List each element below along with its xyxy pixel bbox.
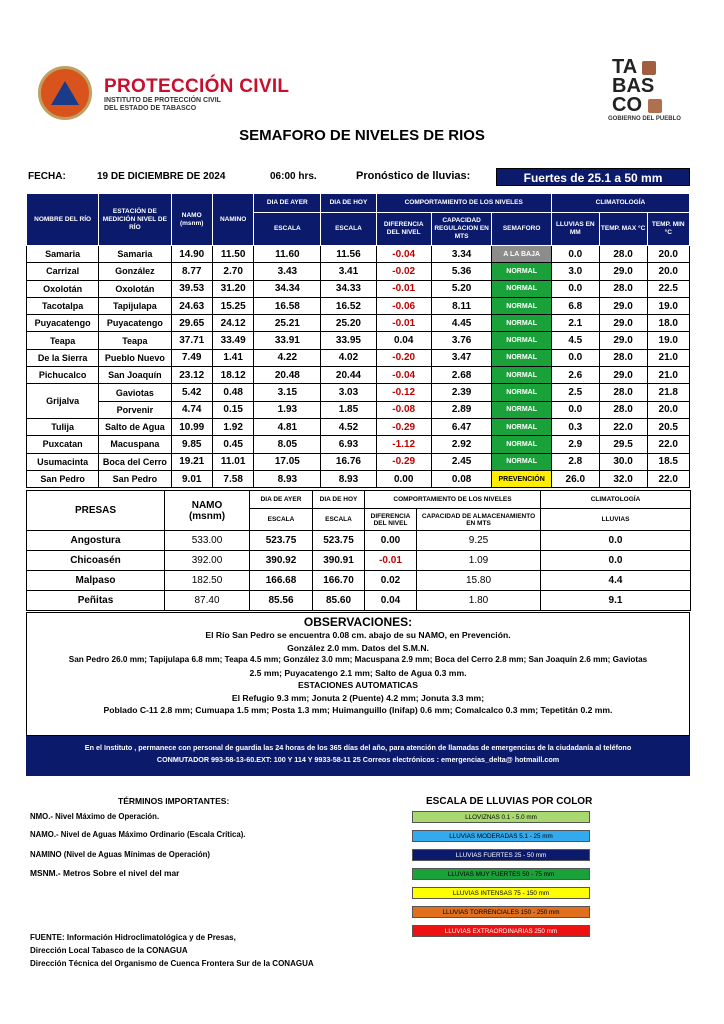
cell-namino: 33.49 — [212, 332, 253, 349]
presa-cell-nombre: Malpaso — [27, 571, 165, 591]
cell-tmax: 29.0 — [599, 263, 647, 280]
cell-rio: Teapa — [27, 332, 99, 349]
cell-lluv: 0.3 — [551, 418, 599, 435]
cell-ayer: 17.05 — [254, 453, 321, 470]
table-row — [27, 349, 690, 366]
cell-sem: NORMAL — [492, 453, 552, 470]
th-dia-ayer: DIA DE AYER — [254, 194, 321, 213]
cell-tmin: 22.0 — [647, 436, 690, 453]
cell-sem: PREVENCIÓN — [492, 470, 552, 487]
obs-line: ESTACIONES AUTOMATICAS — [298, 680, 418, 690]
termino-item: NMO.- Nivel Máximo de Operación. — [30, 812, 160, 821]
cell-dif: -0.01 — [376, 280, 431, 297]
obs-line: San Pedro 26.0 mm; Tapijulapa 6.8 mm; Teapa 4.5 mm; González 3.0 mm; Macuspana 2.9 mm; Boca del Cerro 2.8 mm; San Joaquín 2.6 mm; Gaviotas — [68, 655, 648, 664]
cell-sem: NORMAL — [492, 332, 552, 349]
th-namino: NAMINO — [212, 194, 253, 246]
cell-cap: 5.20 — [431, 280, 492, 297]
th-dia-hoy: DIA DE HOY — [321, 194, 376, 213]
cell-cap: 0.08 — [431, 470, 492, 487]
cell-est: González — [99, 263, 171, 280]
terminos-title: TÉRMINOS IMPORTANTES: — [118, 796, 230, 806]
cell-est: Samaria — [99, 246, 171, 263]
cell-tmin: 20.0 — [647, 401, 690, 418]
tabasco-logo: TA BAS CO — [612, 58, 662, 115]
contact-line: En el Instituto , permanece con personal de guardia las 24 horas de los 365 días del año, para atención de llamadas de emergencias de la ciudadanía al teléfono — [84, 743, 632, 752]
cell-est: Porvenir — [99, 401, 171, 418]
presas-table — [26, 490, 691, 611]
cell-hoy: 34.33 — [321, 280, 376, 297]
cell-dif: -0.06 — [376, 297, 431, 314]
cell-hoy: 20.44 — [321, 367, 376, 384]
th-escala-ayer: ESCALA — [254, 213, 321, 246]
tabasco-badge-icon — [642, 61, 656, 75]
cell-namo: 23.12 — [171, 367, 212, 384]
cell-ayer: 16.58 — [254, 297, 321, 314]
th-presas-escala-hoy: ESCALA — [313, 509, 365, 531]
table-row — [27, 384, 690, 401]
cell-dif: 0.00 — [376, 470, 431, 487]
cell-rio: San Pedro — [27, 470, 99, 487]
cell-lluv: 0.0 — [551, 349, 599, 366]
cell-dif: 0.04 — [376, 332, 431, 349]
cell-hoy: 8.93 — [321, 470, 376, 487]
cell-ayer: 11.60 — [254, 246, 321, 263]
cell-namo: 10.99 — [171, 418, 212, 435]
cell-hoy: 4.02 — [321, 349, 376, 366]
th-namo: NAMO (msnm) — [171, 194, 212, 246]
cell-cap: 5.36 — [431, 263, 492, 280]
cell-namino: 11.01 — [212, 453, 253, 470]
presa-cell-ayer: 523.75 — [250, 531, 313, 551]
cell-rio: Pichucalco — [27, 367, 99, 384]
cell-rio: Oxolotán — [27, 280, 99, 297]
termino-item: NAMO.- Nivel de Aguas Máximo Ordinario (Escala Crítica). — [30, 830, 246, 839]
cell-hoy: 25.20 — [321, 315, 376, 332]
cell-dif: -0.08 — [376, 401, 431, 418]
cell-rio: Carrizal — [27, 263, 99, 280]
cell-tmax: 29.0 — [599, 367, 647, 384]
cell-sem: NORMAL — [492, 349, 552, 366]
presa-cell-lluv: 0.0 — [541, 551, 691, 571]
cell-namino: 15.25 — [212, 297, 253, 314]
cell-cap: 2.45 — [431, 453, 492, 470]
cell-namino: 1.92 — [212, 418, 253, 435]
cell-rio: Grijalva — [27, 384, 99, 419]
cell-sem: NORMAL — [492, 384, 552, 401]
fuente-line: Dirección Local Tabasco de la CONAGUA — [30, 946, 188, 955]
cell-sem: NORMAL — [492, 436, 552, 453]
cell-tmax: 29.0 — [599, 297, 647, 314]
th-presas-capacidad: CAPACIDAD DE ALMACENAMIENTO EN MTS — [417, 509, 541, 531]
cell-cap: 2.39 — [431, 384, 492, 401]
th-climatologia: CLIMATOLOGÍA — [551, 194, 689, 213]
th-presas-diferencia: DIFERENCIA DEL NIVEL — [365, 509, 417, 531]
cell-est: Puyacatengo — [99, 315, 171, 332]
presa-row — [27, 571, 691, 591]
cell-est: Boca del Cerro — [99, 453, 171, 470]
cell-tmin: 21.0 — [647, 349, 690, 366]
presa-cell-ayer: 390.92 — [250, 551, 313, 571]
cell-tmin: 20.0 — [647, 246, 690, 263]
tabasco-subtitle: GOBIERNO DEL PUEBLO — [608, 116, 681, 122]
th-presas: PRESAS — [27, 491, 165, 531]
cell-cap: 2.92 — [431, 436, 492, 453]
table-row — [27, 453, 690, 470]
cell-hoy: 33.95 — [321, 332, 376, 349]
cell-rio: Samaria — [27, 246, 99, 263]
obs-line: 2.5 mm; Puyacatengo 2.1 mm; Salto de Agua 0.3 mm. — [249, 667, 467, 678]
fecha-value: 19 DE DICIEMBRE DE 2024 — [97, 171, 226, 182]
cell-tmax: 32.0 — [599, 470, 647, 487]
presa-cell-namo: 182.50 — [165, 571, 250, 591]
cell-est: Macuspana — [99, 436, 171, 453]
presa-cell-dif: 0.04 — [365, 591, 417, 611]
cell-rio: Tulija — [27, 418, 99, 435]
cell-sem: NORMAL — [492, 297, 552, 314]
cell-namo: 24.63 — [171, 297, 212, 314]
presa-cell-dif: 0.02 — [365, 571, 417, 591]
cell-tmax: 28.0 — [599, 280, 647, 297]
cell-namo: 39.53 — [171, 280, 212, 297]
cell-sem: NORMAL — [492, 315, 552, 332]
cell-lluv: 0.0 — [551, 246, 599, 263]
cell-tmax: 28.0 — [599, 384, 647, 401]
cell-cap: 6.47 — [431, 418, 492, 435]
table-row — [27, 418, 690, 435]
table-row — [27, 280, 690, 297]
cell-tmin: 21.8 — [647, 384, 690, 401]
rios-table — [26, 193, 690, 488]
pronostico-value: Fuertes de 25.1 a 50 mm — [496, 168, 690, 186]
contact-line: CONMUTADOR 993-58-13-60.EXT: 100 Y 114 Y 9933-58-11 25 Correos electrónicos : emergencias_delta@ hotmaill.com — [156, 755, 560, 764]
cell-tmin: 19.0 — [647, 332, 690, 349]
cell-cap: 3.76 — [431, 332, 492, 349]
cell-lluv: 26.0 — [551, 470, 599, 487]
cell-sem: NORMAL — [492, 280, 552, 297]
th-presas-ayer: DIA DE AYER — [250, 491, 313, 509]
cell-lluv: 2.5 — [551, 384, 599, 401]
cell-namo: 9.01 — [171, 470, 212, 487]
cell-namino: 0.45 — [212, 436, 253, 453]
presa-cell-ayer: 85.56 — [250, 591, 313, 611]
th-tmin: TEMP. MIN °C — [647, 213, 690, 246]
presa-cell-ayer: 166.68 — [250, 571, 313, 591]
cell-namino: 18.12 — [212, 367, 253, 384]
cell-tmax: 29.0 — [599, 315, 647, 332]
cell-namo: 29.65 — [171, 315, 212, 332]
cell-namino: 7.58 — [212, 470, 253, 487]
cell-hoy: 3.03 — [321, 384, 376, 401]
presa-cell-cap: 9.25 — [417, 531, 541, 551]
cell-tmin: 22.5 — [647, 280, 690, 297]
cell-rio: Puxcatan — [27, 436, 99, 453]
th-comportamiento: COMPORTAMIENTO DE LOS NIVELES — [376, 194, 551, 213]
fecha-label: FECHA: — [28, 171, 66, 182]
th-tmax: TEMP. MAX °C — [599, 213, 647, 246]
presa-cell-hoy: 85.60 — [313, 591, 365, 611]
cell-rio: Tacotalpa — [27, 297, 99, 314]
cell-tmax: 28.0 — [599, 401, 647, 418]
cell-est: Pueblo Nuevo — [99, 349, 171, 366]
page-title: SEMAFORO DE NIVELES DE RIOS — [239, 127, 485, 144]
cell-lluv: 2.6 — [551, 367, 599, 384]
presa-cell-lluv: 4.4 — [541, 571, 691, 591]
cell-cap: 3.34 — [431, 246, 492, 263]
presa-row — [27, 591, 691, 611]
cell-namo: 19.21 — [171, 453, 212, 470]
cell-dif: -1.12 — [376, 436, 431, 453]
cell-namo: 8.77 — [171, 263, 212, 280]
cell-rio: Puyacatengo — [27, 315, 99, 332]
table-row — [27, 315, 690, 332]
cell-hoy: 1.85 — [321, 401, 376, 418]
org-title: PROTECCIÓN CIVIL — [104, 76, 290, 97]
observaciones-box — [26, 612, 690, 736]
presa-cell-lluv: 9.1 — [541, 591, 691, 611]
th-escala-hoy: ESCALA — [321, 213, 376, 246]
obs-line: Poblado C-11 2.8 mm; Cumuapa 1.5 mm; Posta 1.3 mm; Huimanguillo (Inifap) 0.6 mm; Comalcalco 0.3 mm; Tepetitán 0.2 mm. — [103, 705, 613, 715]
cell-cap: 8.11 — [431, 297, 492, 314]
proteccion-civil-logo — [38, 66, 92, 120]
escala-item: LLUVIAS FUERTES 25 - 50 mm — [412, 849, 590, 861]
triangle-icon — [51, 81, 79, 105]
table-row — [27, 246, 690, 263]
cell-ayer: 20.48 — [254, 367, 321, 384]
presa-cell-cap: 1.80 — [417, 591, 541, 611]
presa-cell-hoy: 523.75 — [313, 531, 365, 551]
cell-namo: 4.74 — [171, 401, 212, 418]
escala-item: LLUVIAS MODERADAS 5.1 - 25 mm — [412, 830, 590, 842]
cell-tmax: 29.0 — [599, 332, 647, 349]
cell-tmin: 19.0 — [647, 297, 690, 314]
cell-namo: 7.49 — [171, 349, 212, 366]
escala-item: LLUVIAS INTENSAS 75 - 150 mm — [412, 887, 590, 899]
escala-item: LLUVIAS EXTRAORDINARIAS 250 mm — [412, 925, 590, 937]
cell-namino: 31.20 — [212, 280, 253, 297]
th-presas-escala-ayer: ESCALA — [250, 509, 313, 531]
cell-namino: 2.70 — [212, 263, 253, 280]
cell-ayer: 25.21 — [254, 315, 321, 332]
cell-ayer: 3.15 — [254, 384, 321, 401]
cell-tmin: 18.0 — [647, 315, 690, 332]
escala-item: LLOVIZNAS 0.1 - 5.0 mm — [412, 811, 590, 823]
cell-tmin: 22.0 — [647, 470, 690, 487]
cell-cap: 2.68 — [431, 367, 492, 384]
cell-hoy: 6.93 — [321, 436, 376, 453]
presa-cell-cap: 15.80 — [417, 571, 541, 591]
org-subtitle: INSTITUTO DE PROTECCIÓN CIVIL DEL ESTADO DE TABASCO — [104, 97, 221, 112]
cell-lluv: 0.0 — [551, 280, 599, 297]
cell-hoy: 16.52 — [321, 297, 376, 314]
cell-est: Tapijulapa — [99, 297, 171, 314]
th-presas-hoy: DIA DE HOY — [313, 491, 365, 509]
cell-sem: A LA BAJA — [492, 246, 552, 263]
escala-title: ESCALA DE LLUVIAS POR COLOR — [426, 796, 593, 807]
cell-dif: -0.01 — [376, 315, 431, 332]
presa-cell-namo: 392.00 — [165, 551, 250, 571]
presa-cell-namo: 533.00 — [165, 531, 250, 551]
table-row — [27, 470, 690, 487]
cell-ayer: 8.05 — [254, 436, 321, 453]
cell-est: Teapa — [99, 332, 171, 349]
presa-cell-namo: 87.40 — [165, 591, 250, 611]
cell-dif: -0.02 — [376, 263, 431, 280]
cell-hoy: 11.56 — [321, 246, 376, 263]
cell-tmax: 28.0 — [599, 246, 647, 263]
fuente-line: FUENTE: Información Hidroclimatológica y de Presas, — [30, 933, 236, 942]
presa-cell-dif: 0.00 — [365, 531, 417, 551]
presa-cell-nombre: Chicoasén — [27, 551, 165, 571]
obs-line: El Río San Pedro se encuentra 0.08 cm. abajo de su NAMO, en Prevención. — [205, 630, 511, 640]
cell-namo: 37.71 — [171, 332, 212, 349]
presa-cell-hoy: 390.91 — [313, 551, 365, 571]
cell-namo: 14.90 — [171, 246, 212, 263]
cell-lluv: 6.8 — [551, 297, 599, 314]
th-lluvias: LLUVIAS EN MM — [551, 213, 599, 246]
cell-est: San Pedro — [99, 470, 171, 487]
table-row — [27, 297, 690, 314]
cell-tmin: 20.0 — [647, 263, 690, 280]
cell-tmax: 22.0 — [599, 418, 647, 435]
cell-lluv: 2.8 — [551, 453, 599, 470]
cell-lluv: 2.9 — [551, 436, 599, 453]
cell-namo: 5.42 — [171, 384, 212, 401]
escala-item: LLUVIAS TORRENCIALES 150 - 250 mm — [412, 906, 590, 918]
cell-ayer: 8.93 — [254, 470, 321, 487]
table-row — [27, 263, 690, 280]
cell-lluv: 0.0 — [551, 401, 599, 418]
cell-lluv: 4.5 — [551, 332, 599, 349]
th-nombre: NOMBRE DEL RÍO — [27, 194, 99, 246]
cell-namino: 0.48 — [212, 384, 253, 401]
th-presas-climatologia: CLIMATOLOGÍA — [541, 491, 691, 509]
obs-line: González 2.0 mm. Datos del S.M.N. — [287, 642, 429, 653]
cell-est: San Joaquín — [99, 367, 171, 384]
cell-tmin: 20.5 — [647, 418, 690, 435]
table-row — [27, 401, 690, 418]
observaciones-title: OBSERVACIONES: — [303, 615, 413, 629]
th-diferencia: DIFERENCIA DEL NIVEL — [376, 213, 431, 246]
cell-dif: -0.04 — [376, 367, 431, 384]
contact-band — [26, 736, 690, 776]
cell-hoy: 4.52 — [321, 418, 376, 435]
cell-sem: NORMAL — [492, 263, 552, 280]
cell-tmax: 29.5 — [599, 436, 647, 453]
cell-hoy: 16.76 — [321, 453, 376, 470]
cell-sem: NORMAL — [492, 418, 552, 435]
cell-tmax: 30.0 — [599, 453, 647, 470]
cell-hoy: 3.41 — [321, 263, 376, 280]
table-row — [27, 436, 690, 453]
cell-ayer: 33.91 — [254, 332, 321, 349]
cell-rio: Usumacinta — [27, 453, 99, 470]
cell-dif: -0.20 — [376, 349, 431, 366]
th-semaforo: SEMAFORO — [492, 213, 552, 246]
presa-row — [27, 551, 691, 571]
cell-est: Oxolotán — [99, 280, 171, 297]
fuente-line: Dirección Técnica del Organismo de Cuenca Frontera Sur de la CONAGUA — [30, 959, 314, 968]
cell-ayer: 4.22 — [254, 349, 321, 366]
cell-tmin: 18.5 — [647, 453, 690, 470]
cell-ayer: 3.43 — [254, 263, 321, 280]
termino-item: MSNM.- Metros Sobre el nivel del mar — [30, 868, 180, 878]
hora: 06:00 hrs. — [270, 171, 317, 182]
escala-item: LLUVIAS MUY FUERTES 50 - 75 mm — [412, 868, 590, 880]
presa-row — [27, 531, 691, 551]
th-presas-comportamiento: COMPORTAMIENTO DE LOS NIVELES — [365, 491, 541, 509]
th-presas-namo: NAMO (msnm) — [165, 491, 250, 531]
cell-dif: -0.12 — [376, 384, 431, 401]
cell-lluv: 2.1 — [551, 315, 599, 332]
presa-cell-dif: -0.01 — [365, 551, 417, 571]
cell-namino: 0.15 — [212, 401, 253, 418]
cell-cap: 3.47 — [431, 349, 492, 366]
cell-ayer: 34.34 — [254, 280, 321, 297]
pronostico-label: Pronóstico de lluvias: — [356, 170, 471, 182]
cell-cap: 2.89 — [431, 401, 492, 418]
presa-cell-nombre: Peñitas — [27, 591, 165, 611]
th-presas-lluvias: LLUVIAS — [541, 509, 691, 531]
termino-item: NAMINO (Nivel de Aguas Mínimas de Operación) — [30, 850, 210, 859]
cell-tmax: 28.0 — [599, 349, 647, 366]
cell-tmin: 21.0 — [647, 367, 690, 384]
presa-cell-hoy: 166.70 — [313, 571, 365, 591]
cell-ayer: 4.81 — [254, 418, 321, 435]
cell-cap: 4.45 — [431, 315, 492, 332]
table-row — [27, 332, 690, 349]
cell-est: Salto de Agua — [99, 418, 171, 435]
cell-sem: NORMAL — [492, 401, 552, 418]
th-estacion: ESTACIÓN DE MEDICIÓN NIVEL DE RÍO — [99, 194, 171, 246]
cell-rio: De la Sierra — [27, 349, 99, 366]
cell-namo: 9.85 — [171, 436, 212, 453]
table-row — [27, 367, 690, 384]
presa-cell-lluv: 0.0 — [541, 531, 691, 551]
cell-est: Gaviotas — [99, 384, 171, 401]
cell-sem: NORMAL — [492, 367, 552, 384]
cell-namino: 11.50 — [212, 246, 253, 263]
presa-cell-nombre: Angostura — [27, 531, 165, 551]
presa-cell-cap: 1.09 — [417, 551, 541, 571]
cell-dif: -0.04 — [376, 246, 431, 263]
cell-ayer: 1.93 — [254, 401, 321, 418]
cell-namino: 24.12 — [212, 315, 253, 332]
cell-dif: -0.29 — [376, 418, 431, 435]
cell-dif: -0.29 — [376, 453, 431, 470]
cell-lluv: 3.0 — [551, 263, 599, 280]
th-capacidad: CAPACIDAD REGULACION EN MTS — [431, 213, 492, 246]
obs-line: El Refugio 9.3 mm; Jonuta 2 (Puente) 4.2 mm; Jonuta 3.3 mm; — [231, 692, 485, 703]
cell-namino: 1.41 — [212, 349, 253, 366]
